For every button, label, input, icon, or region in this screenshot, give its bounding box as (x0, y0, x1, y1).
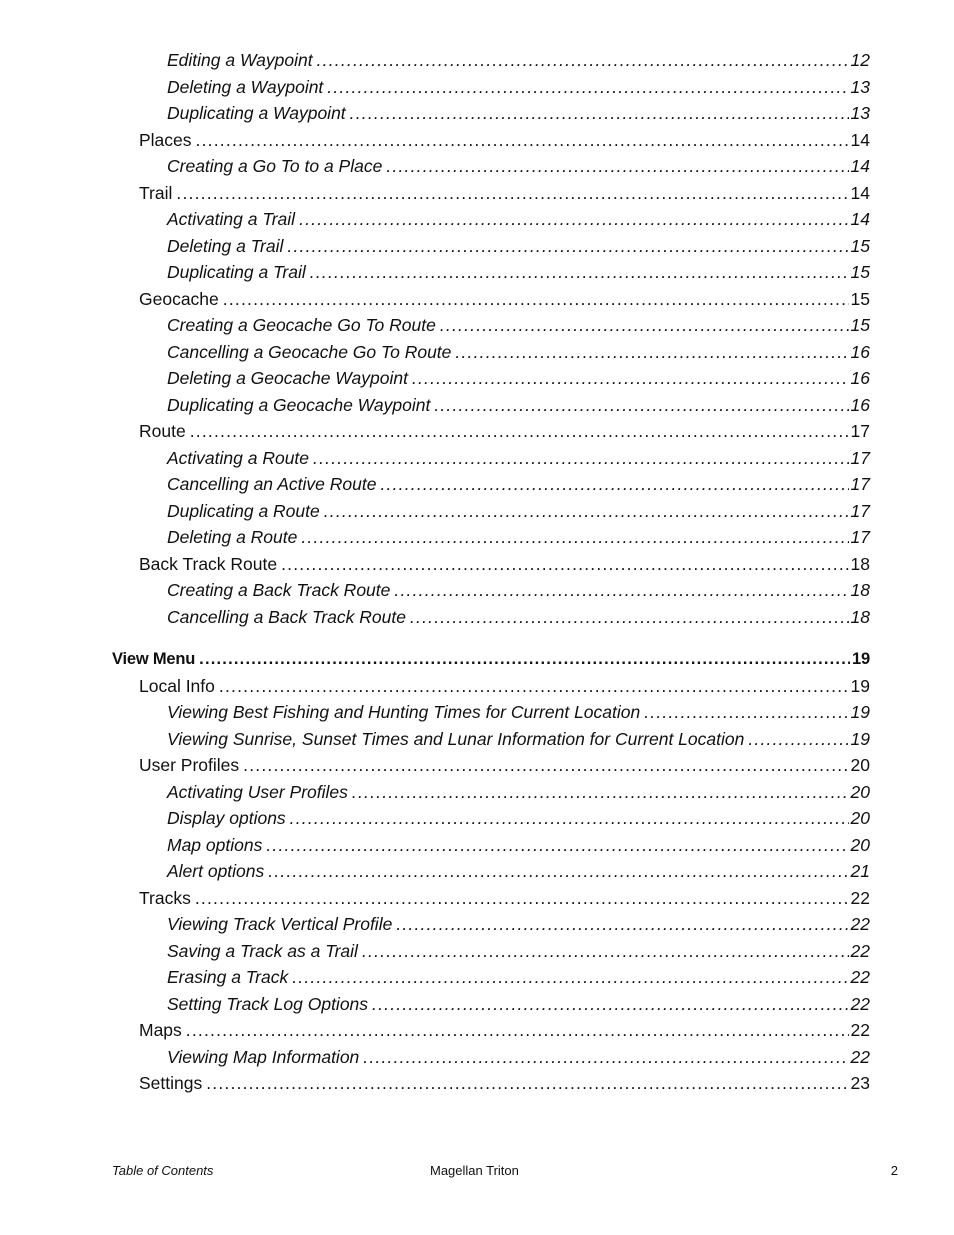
toc-entry-page-number: 14 (850, 129, 870, 150)
toc-entry-title: Back Track Route (139, 553, 278, 574)
toc-entry[interactable] (167, 805, 870, 832)
toc-entry[interactable] (139, 1070, 870, 1097)
toc-entry-page-number: 14 (850, 156, 870, 176)
toc-entry[interactable] (139, 1017, 870, 1044)
toc-entry-title: Duplicating a Geocache Waypoint (167, 394, 431, 415)
footer-page-number: 2 (890, 1163, 898, 1178)
toc-entry[interactable] (139, 551, 870, 578)
toc-entry-page-number: 19 (850, 675, 870, 696)
toc-entry-page-number: 16 (850, 341, 870, 362)
toc-entry-page-number: 17 (850, 474, 870, 494)
toc-dot-leader (350, 100, 849, 127)
toc-entry-title: Deleting a Geocache Waypoint (167, 368, 408, 388)
toc-dot-leader (301, 524, 848, 551)
toc-entry[interactable] (139, 752, 870, 779)
toc-entry-page-number: 22 (850, 940, 870, 961)
toc-entry[interactable] (167, 445, 870, 472)
toc-entry[interactable] (167, 604, 870, 631)
toc-dot-leader (394, 577, 848, 604)
toc-entry-title: Viewing Sunrise, Sunset Times and Lunar Information for Current Location (167, 728, 745, 749)
toc-entry-page-number: 22 (850, 1046, 870, 1067)
toc-entry[interactable] (167, 312, 870, 339)
toc-dot-leader (644, 699, 848, 726)
toc-entry[interactable] (139, 885, 870, 912)
toc-entry-page-number: 20 (850, 808, 870, 828)
toc-dot-leader (268, 858, 848, 885)
toc-entry-title: View Menu (112, 650, 196, 668)
toc-entry-title: Duplicating a Trail (167, 262, 306, 282)
toc-entry[interactable] (167, 233, 870, 260)
toc-dot-leader (292, 964, 848, 991)
toc-entry-page-number: 20 (850, 755, 870, 775)
toc-dot-leader (324, 498, 849, 525)
toc-entry[interactable] (167, 964, 870, 991)
toc-entry-title: Display options (167, 808, 286, 828)
toc-dot-leader (396, 911, 848, 938)
toc-entry-page-number: 17 (850, 421, 870, 441)
toc-entry[interactable] (139, 180, 870, 207)
toc-dot-leader (290, 805, 849, 832)
toc-entry-page-number: 16 (850, 368, 870, 388)
toc-entry-page-number: 22 (850, 1020, 870, 1040)
toc-dot-leader (206, 1070, 848, 1097)
toc-entry-page-number: 20 (850, 781, 870, 802)
toc-entry-page-number: 19 (850, 728, 870, 749)
toc-entry[interactable] (139, 127, 870, 154)
toc-entry-page-number: 22 (850, 967, 870, 987)
toc-entry-title: Local Info (139, 675, 215, 696)
toc-entry-title: Duplicating a Route (167, 500, 320, 521)
toc-entry[interactable] (167, 991, 870, 1018)
toc-entry-page-number: 12 (850, 50, 870, 70)
toc-entry-title: Cancelling an Active Route (167, 474, 377, 494)
toc-entry-title: Saving a Track as a Trail (167, 940, 358, 961)
toc-entry[interactable] (167, 153, 870, 180)
toc-entry-title: Viewing Map Information (167, 1046, 360, 1067)
toc-dot-leader (287, 233, 848, 260)
toc-entry[interactable] (167, 47, 870, 74)
toc-entry-title: Maps (139, 1020, 182, 1040)
toc-entry-title: Settings (139, 1073, 203, 1093)
toc-dot-leader (363, 1044, 848, 1071)
toc-entry-page-number: 18 (850, 553, 870, 574)
footer-section-title: Table of Contents (112, 1163, 214, 1178)
toc-entry-title: Editing a Waypoint (167, 50, 313, 70)
toc-entry-title: Cancelling a Back Track Route (167, 606, 406, 627)
toc-dot-leader (748, 726, 848, 753)
toc-entry[interactable] (167, 1044, 870, 1071)
toc-entry[interactable] (112, 646, 870, 673)
toc-entry[interactable] (167, 726, 870, 753)
toc-entry-page-number: 23 (850, 1073, 870, 1093)
toc-dot-leader (243, 752, 848, 779)
toc-entry-page-number: 14 (850, 209, 870, 229)
toc-entry-title: User Profiles (139, 755, 240, 775)
toc-entry[interactable] (139, 286, 870, 313)
toc-entry-page-number: 15 (850, 235, 870, 256)
toc-entry-page-number: 14 (850, 182, 870, 203)
toc-entry[interactable] (139, 673, 870, 700)
toc-entry-page-number: 20 (850, 834, 870, 855)
toc-entry-page-number: 22 (850, 914, 870, 934)
toc-entry[interactable] (167, 577, 870, 604)
toc-entry-title: Viewing Track Vertical Profile (167, 914, 393, 934)
toc-entry-title: Geocache (139, 288, 219, 309)
toc-entry[interactable] (167, 339, 870, 366)
toc-entry[interactable] (167, 206, 870, 233)
toc-entry-page-number: 22 (850, 887, 870, 908)
toc-entry[interactable] (167, 471, 870, 498)
toc-dot-leader (434, 392, 848, 419)
toc-dot-leader (412, 365, 849, 392)
toc-entry-page-number: 16 (850, 394, 870, 415)
toc-entry[interactable] (167, 858, 870, 885)
toc-entry-page-number: 13 (850, 103, 870, 123)
toc-dot-leader (410, 604, 849, 631)
toc-entry[interactable] (167, 259, 870, 286)
toc-entry-title: Cancelling a Geocache Go To Route (167, 341, 452, 362)
toc-entry-page-number: 17 (850, 500, 870, 521)
toc-dot-leader (186, 1017, 849, 1044)
toc-entry[interactable] (167, 365, 870, 392)
toc-dot-leader (199, 646, 850, 673)
toc-dot-leader (310, 259, 849, 286)
toc-entry[interactable] (167, 100, 870, 127)
toc-entry-page-number: 15 (850, 315, 870, 335)
toc-entry-title: Setting Track Log Options (167, 993, 369, 1014)
toc-dot-leader (176, 180, 848, 207)
toc-entry[interactable] (167, 524, 870, 551)
toc-dot-leader (317, 47, 849, 74)
toc-dot-leader (190, 418, 849, 445)
toc-entry-title: Activating a Route (167, 447, 310, 468)
toc-entry-title: Viewing Best Fishing and Hunting Times for Current Location (167, 702, 641, 722)
toc-entry[interactable] (167, 938, 870, 965)
toc-dot-leader (195, 885, 849, 912)
toc-entry-title: Creating a Go To to a Place (167, 156, 383, 176)
toc-entry-title: Deleting a Waypoint (167, 76, 324, 97)
footer-product-name: Magellan Triton (430, 1163, 519, 1178)
toc-entry[interactable] (139, 418, 870, 445)
toc-entry-title: Activating User Profiles (167, 781, 348, 802)
toc-entry-page-number: 18 (850, 606, 870, 627)
toc-entry-title: Map options (167, 834, 263, 855)
toc-entry-title: Places (139, 129, 192, 150)
toc-entry[interactable] (167, 779, 870, 806)
toc-entry-title: Alert options (167, 861, 265, 881)
toc-entry[interactable] (167, 498, 870, 525)
page-footer (0, 1163, 954, 1183)
toc-entry-title: Creating a Geocache Go To Route (167, 315, 436, 335)
toc-dot-leader (440, 312, 849, 339)
toc-entry-page-number: 15 (850, 262, 870, 282)
toc-entry-title: Route (139, 421, 186, 441)
toc-entry-title: Deleting a Route (167, 527, 298, 547)
toc-dot-leader (299, 206, 848, 233)
toc-dot-leader (372, 991, 849, 1018)
toc-entry-page-number: 19 (850, 702, 870, 722)
toc-entry-page-number: 21 (850, 861, 870, 881)
toc-entry-page-number: 15 (850, 288, 870, 309)
toc-entry-page-number: 13 (850, 76, 870, 97)
toc-dot-leader (380, 471, 848, 498)
toc-entry-page-number: 19 (852, 650, 870, 668)
table-of-contents (0, 47, 954, 1097)
toc-entry-title: Erasing a Track (167, 967, 289, 987)
toc-entry-page-number: 18 (850, 580, 870, 600)
toc-dot-leader (281, 551, 848, 578)
toc-dot-leader (327, 74, 848, 101)
toc-dot-leader (223, 286, 849, 313)
toc-entry[interactable] (167, 392, 870, 419)
toc-entry[interactable] (167, 832, 870, 859)
toc-entry[interactable] (167, 911, 870, 938)
toc-entry-title: Tracks (139, 887, 191, 908)
toc-dot-leader (362, 938, 849, 965)
toc-dot-leader (352, 779, 849, 806)
toc-entry[interactable] (167, 74, 870, 101)
toc-entry-page-number: 17 (850, 447, 870, 468)
toc-dot-leader (219, 673, 849, 700)
toc-entry[interactable] (167, 699, 870, 726)
toc-entry-title: Trail (139, 182, 173, 203)
toc-entry-page-number: 22 (850, 993, 870, 1014)
toc-dot-leader (266, 832, 848, 859)
toc-dot-leader (313, 445, 849, 472)
toc-entry-title: Creating a Back Track Route (167, 580, 391, 600)
toc-entry-title: Activating a Trail (167, 209, 296, 229)
toc-entry-page-number: 17 (850, 527, 870, 547)
toc-dot-leader (196, 127, 849, 154)
toc-entry-title: Deleting a Trail (167, 235, 284, 256)
toc-dot-leader (455, 339, 848, 366)
toc-dot-leader (386, 153, 848, 180)
toc-entry-title: Duplicating a Waypoint (167, 103, 346, 123)
